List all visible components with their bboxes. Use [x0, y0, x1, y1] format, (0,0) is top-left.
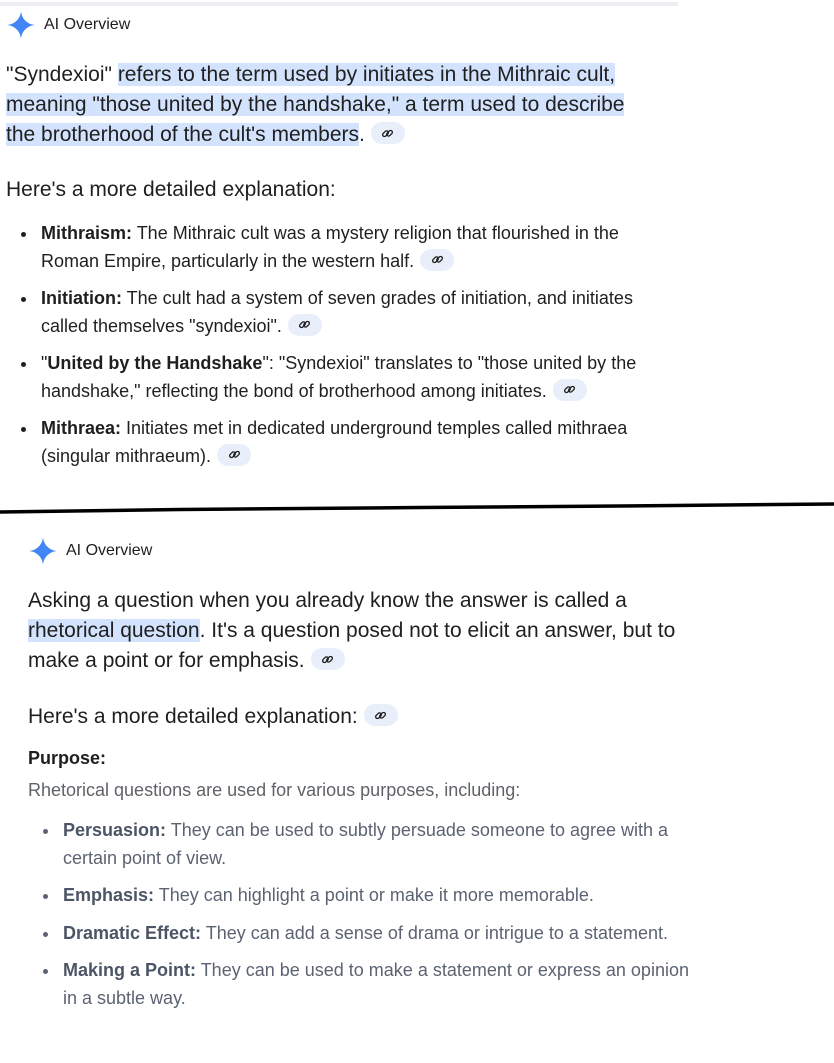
detail-subheading-text: Here's a more detailed explanation: — [28, 705, 358, 728]
purpose-heading: Purpose: — [28, 748, 107, 768]
link-icon — [563, 383, 576, 396]
list-item — [18, 220, 658, 275]
source-link-chip[interactable] — [364, 704, 398, 726]
ai-overview-header — [6, 10, 130, 40]
lead-post: . It's a question posed not to elicit an answer, but to make a point or for emphasis. — [28, 619, 676, 672]
source-link-chip[interactable] — [217, 444, 251, 466]
lead-pre: Asking a question when you already know the answer is called a — [28, 589, 627, 612]
ai-overview-panel-1 — [0, 0, 834, 508]
list-item-text: They can add a sense of drama or intrigue to a statement. — [201, 922, 668, 943]
source-link-chip[interactable] — [288, 314, 322, 336]
purpose-description: Rhetorical questions are used for various purposes, including: — [28, 780, 521, 800]
gemini-sparkle-icon — [28, 536, 58, 566]
ai-overview-panel-2 — [0, 512, 834, 1063]
link-icon — [431, 253, 444, 266]
overview-lead — [28, 586, 688, 676]
lead-post: . — [359, 123, 365, 146]
list-item — [18, 350, 658, 405]
list-item — [40, 817, 700, 872]
detail-list — [18, 220, 658, 480]
list-item — [18, 415, 658, 470]
source-link-chip[interactable] — [420, 249, 454, 271]
list-item-term: United by the Handshake — [47, 353, 263, 373]
lead-highlight[interactable]: rhetorical question — [28, 619, 200, 642]
list-item-text: They can be used to subtly persuade someone to agree with a certain point of view. — [63, 820, 669, 868]
list-item-term: Persuasion: — [63, 820, 167, 840]
list-item-term-prefix: " — [41, 353, 48, 373]
list-item-text: Initiates met in dedicated underground temples called mithraea (singular mithraeum). — [41, 418, 628, 466]
link-icon — [321, 653, 334, 666]
detail-subheading — [28, 702, 398, 732]
list-item — [40, 920, 700, 948]
link-icon — [228, 448, 241, 461]
detail-subheading: Here's a more detailed explanation: — [6, 178, 336, 201]
list-item — [40, 882, 700, 910]
list-item-term: Dramatic Effect: — [63, 922, 202, 943]
overview-lead — [6, 60, 646, 150]
list-item-text: They can be used to make a statement or express an opinion in a subtle way. — [63, 960, 689, 1008]
list-item-term-suffix: ": — [262, 353, 274, 373]
list-item — [40, 957, 700, 1012]
link-icon — [374, 709, 387, 722]
list-item-text: The cult had a system of seven grades of initiation, and initiates called themselves "syndexioi". — [41, 288, 633, 336]
list-item-term: Making a Point: — [63, 960, 197, 980]
lead-highlight[interactable]: refers to the term used by initiates in the Mithraic cult, meaning "those united by the handshake," a term used to describe the brotherhood of the cult's members — [6, 63, 625, 146]
list-item-text: They can highlight a point or make it more memorable. — [154, 885, 594, 905]
list-item-text: "Syndexioi" translates to "those united by the handshake," reflecting the bond of brotherhood among initiates. — [41, 353, 637, 401]
list-item-term: Mithraea: — [41, 418, 122, 438]
lead-pre: "Syndexioi" — [6, 63, 112, 86]
ai-overview-header — [28, 536, 152, 566]
list-item-term: Initiation: — [41, 288, 122, 308]
source-link-chip[interactable] — [311, 648, 345, 670]
gemini-sparkle-icon — [6, 10, 36, 40]
list-item-term: Mithraism: — [41, 223, 133, 243]
purpose-list — [40, 817, 700, 1022]
header-label: AI Overview — [66, 542, 153, 559]
source-link-chip[interactable] — [553, 379, 587, 401]
list-item-text: The Mithraic cult was a mystery religion that flourished in the Roman Empire, particularly in the western half. — [41, 223, 619, 271]
list-item-term: Emphasis: — [63, 885, 155, 905]
link-icon — [381, 127, 394, 140]
header-label: AI Overview — [44, 16, 131, 33]
source-link-chip[interactable] — [371, 122, 405, 144]
top-rule — [0, 2, 678, 6]
link-icon — [298, 318, 311, 331]
list-item — [18, 285, 658, 340]
